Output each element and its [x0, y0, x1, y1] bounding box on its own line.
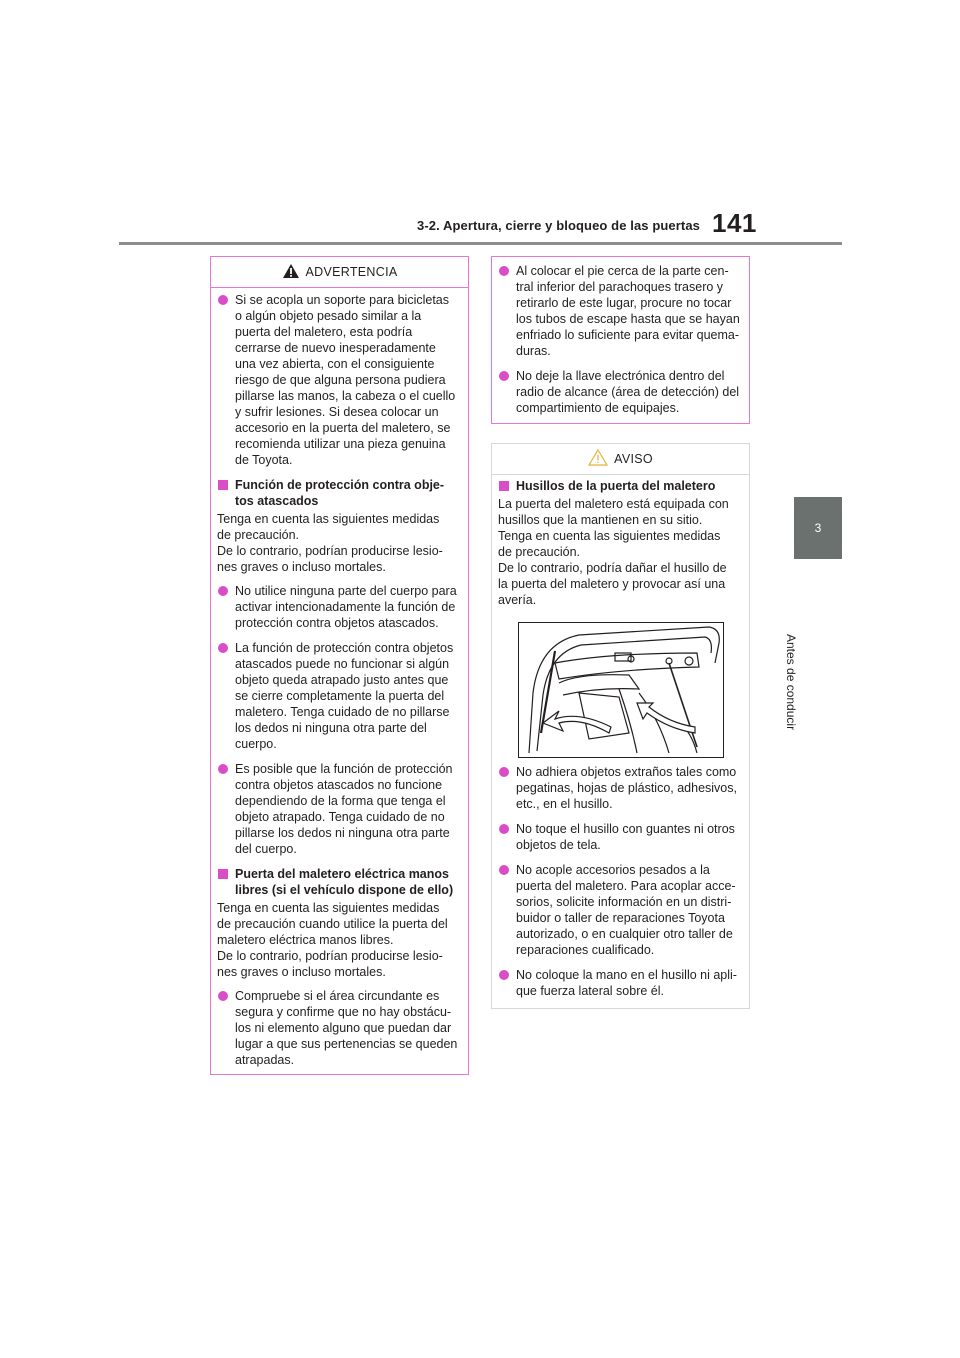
text-line: tral inferior del parachoques trasero y	[516, 280, 724, 294]
text-line: husillos que la mantienen en su sitio.	[498, 513, 703, 527]
chapter-tab[interactable]: 3	[794, 497, 842, 559]
subheading	[217, 866, 462, 898]
text-line: Husillos de la puerta del maletero	[516, 479, 716, 493]
list-item	[498, 862, 743, 958]
square-bullet-icon	[218, 869, 228, 879]
square-bullet-icon	[218, 480, 228, 490]
square-bullet-icon	[499, 481, 509, 491]
text-line: Puerta del maletero eléctrica manos	[235, 867, 449, 881]
text-line: los tubos de escape hasta que se hayan	[516, 312, 740, 326]
text-line: enfriado lo suficiente para evitar quema-	[516, 328, 740, 342]
text-line: buidor o taller de reparaciones Toyota	[516, 911, 725, 925]
text-line: objetos de tela.	[516, 838, 601, 852]
tailgate-illustration-icon	[519, 623, 723, 757]
list-item	[217, 640, 462, 752]
paragraph	[217, 900, 462, 980]
chapter-label	[784, 634, 798, 731]
text-line: Es posible que la función de protección	[235, 762, 453, 776]
text-line: objeto atrapado. Tenga cuidado de no	[235, 810, 445, 824]
text-line: riesgo de que alguna persona pudiera	[235, 373, 446, 387]
bullet-dot-icon	[218, 764, 228, 774]
list-item	[498, 764, 743, 812]
text-line: etc., en el husillo.	[516, 797, 613, 811]
list-item	[498, 967, 743, 999]
notice-header	[492, 444, 749, 475]
notice-triangle-icon	[588, 449, 608, 466]
paragraph	[498, 496, 743, 608]
text-line: cuerpo.	[235, 737, 277, 751]
text-line: La función de protección contra objetos	[235, 641, 454, 655]
text-line: Función de protección contra obje-	[235, 478, 445, 492]
text-line: compartimiento de equipajes.	[516, 401, 680, 415]
text-line: o algún objeto pesado similar a la	[235, 309, 422, 323]
text-line: dependiendo de la forma que tenga el	[235, 794, 446, 808]
text-line: tos atascados	[235, 494, 319, 508]
list-item	[498, 821, 743, 853]
bullet-dot-icon	[218, 586, 228, 596]
text-line: contra objetos atascados no funcione	[235, 778, 443, 792]
text-line: puerta del maletero, esta podría	[235, 325, 413, 339]
text-line: nes graves o incluso mortales.	[217, 560, 386, 574]
text-line: sorios, solicite información en un distri-	[516, 895, 732, 909]
text-line: De lo contrario, podrían producirse lesio-	[217, 544, 443, 558]
bullet-dot-icon	[499, 767, 509, 777]
notice-box	[491, 443, 750, 1009]
notice-title: AVISO	[614, 452, 653, 466]
text-line: y sufrir lesiones. Si desea colocar un	[235, 405, 439, 419]
text-line: No acople accesorios pesados a la	[516, 863, 710, 877]
text-line: duras.	[516, 344, 551, 358]
text-line: protección contra objetos atascados.	[235, 616, 439, 630]
notice-content-top	[498, 478, 743, 616]
text-line: Compruebe si el área circundante es	[235, 989, 440, 1003]
tailgate-strut-illustration	[518, 622, 724, 758]
warning-continuation-box	[491, 256, 750, 424]
text-line: Si se acopla un soporte para bicicletas	[235, 293, 450, 307]
text-line: maletero eléctrica manos libres.	[217, 933, 394, 947]
text-line: segura y confirme que no hay obstácu-	[235, 1005, 452, 1019]
bullet-dot-icon	[218, 295, 228, 305]
text-line: activar intencionadamente la función de	[235, 600, 456, 614]
text-line: Al colocar el pie cerca de la parte cen-	[516, 264, 729, 278]
section-title: 3-2. Apertura, cierre y bloqueo de las puertas	[417, 218, 700, 233]
text-line: Tenga en cuenta las siguientes medidas	[217, 512, 440, 526]
list-item	[217, 292, 462, 468]
warning-triangle-icon	[282, 263, 300, 279]
text-line: No utilice ninguna parte del cuerpo para	[235, 584, 457, 598]
text-line: No adhiera objetos extraños tales como	[516, 765, 737, 779]
bullet-dot-icon	[218, 643, 228, 653]
bullet-dot-icon	[499, 865, 509, 875]
text-line: autorizado, o en cualquier otro taller de	[516, 927, 733, 941]
warning-title: ADVERTENCIA	[305, 265, 398, 279]
warning-continuation-content	[498, 263, 743, 425]
text-line: cerrarse de nuevo inesperadamente	[235, 341, 436, 355]
text-line: avería.	[498, 593, 537, 607]
text-line: No toque el husillo con guantes ni otros	[516, 822, 735, 836]
bullet-dot-icon	[218, 991, 228, 1001]
header-divider	[119, 242, 842, 245]
bullet-dot-icon	[499, 371, 509, 381]
text-line: maletero. Tenga cuidado de no pillarse	[235, 705, 450, 719]
text-line: de precaución.	[217, 528, 300, 542]
chapter-label-text: Antes de conducir	[784, 634, 798, 731]
bullet-dot-icon	[499, 970, 509, 980]
text-line: recomienda utilizar una pieza genuina	[235, 437, 446, 451]
list-item	[498, 368, 743, 416]
warning-header	[211, 257, 468, 288]
text-line: reparaciones cualificado.	[516, 943, 655, 957]
text-line: los ni elemento alguno que puedan dar	[235, 1021, 452, 1035]
text-line: libres (si el vehículo dispone de ello)	[235, 883, 454, 897]
notice-content-bottom	[498, 764, 743, 1008]
text-line: Tenga en cuenta las siguientes medidas	[498, 529, 721, 543]
text-line: objeto queda atrapado justo antes que	[235, 673, 449, 687]
text-line: pegatinas, hojas de plástico, adhesivos,	[516, 781, 737, 795]
text-line: los dedos ni ninguna otra parte del	[235, 721, 427, 735]
text-line: radio de alcance (área de detección) del	[516, 385, 740, 399]
text-line: De lo contrario, podría dañar el husillo de	[498, 561, 727, 575]
paragraph	[217, 511, 462, 575]
text-line: retirarlo de este lugar, procure no tocar	[516, 296, 732, 310]
text-line: de precaución.	[498, 545, 581, 559]
text-line: atrapadas.	[235, 1053, 295, 1067]
text-line: La puerta del maletero está equipada con	[498, 497, 729, 511]
text-line: No deje la llave electrónica dentro del	[516, 369, 725, 383]
warning-box	[210, 256, 469, 1075]
list-item	[217, 583, 462, 631]
text-line: accesorio en la puerta del maletero, se	[235, 421, 451, 435]
text-line: De lo contrario, podrían producirse lesio-	[217, 949, 443, 963]
text-line: la puerta del maletero y provocar así una	[498, 577, 726, 591]
text-line: puerta del maletero. Para acoplar acce-	[516, 879, 736, 893]
text-line: No coloque la mano en el husillo ni apli-	[516, 968, 737, 982]
text-line: pillarse las manos, la cabeza o el cuello	[235, 389, 456, 403]
text-line: de Toyota.	[235, 453, 293, 467]
subheading	[498, 478, 743, 494]
text-line: una vez abierta, con el consiguiente	[235, 357, 435, 371]
text-line: nes graves o incluso mortales.	[217, 965, 386, 979]
text-line: que fuerza lateral sobre él.	[516, 984, 665, 998]
page-number: 141	[712, 208, 757, 238]
text-line: se cierre completamente la puerta del	[235, 689, 445, 703]
subheading	[217, 477, 462, 509]
text-line: Tenga en cuenta las siguientes medidas	[217, 901, 440, 915]
list-item	[217, 988, 462, 1068]
warning-content	[217, 292, 462, 1077]
text-line: lugar a que sus pertenencias se queden	[235, 1037, 458, 1051]
text-line: pillarse los dedos ni ninguna otra parte	[235, 826, 450, 840]
text-line: atascados puede no funcionar si algún	[235, 657, 450, 671]
list-item	[498, 263, 743, 359]
text-line: del cuerpo.	[235, 842, 297, 856]
bullet-dot-icon	[499, 824, 509, 834]
bullet-dot-icon	[499, 266, 509, 276]
list-item	[217, 761, 462, 857]
text-line: de precaución cuando utilice la puerta del	[217, 917, 448, 931]
